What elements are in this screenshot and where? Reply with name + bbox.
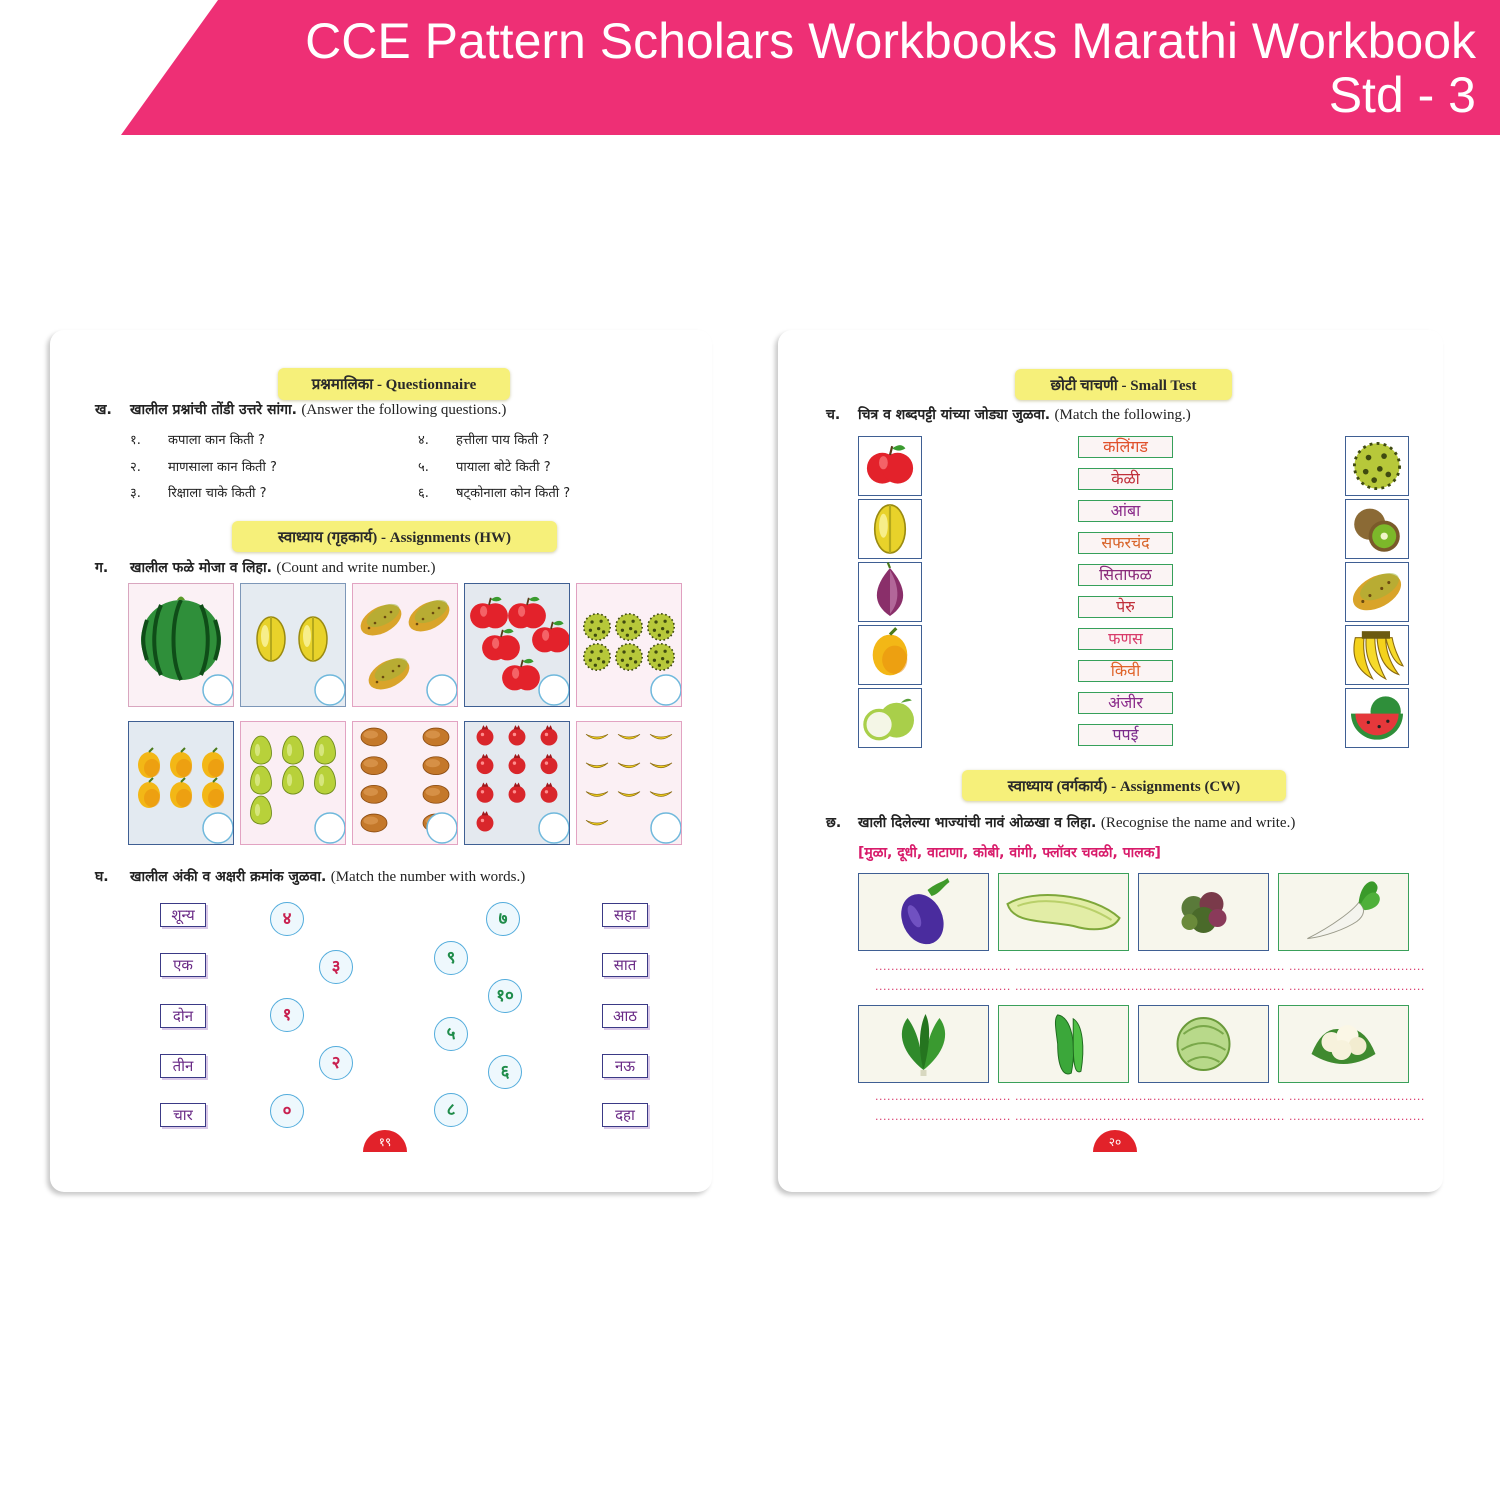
- instruction-english: (Match the following.): [1054, 407, 1191, 423]
- vegetable-picture: [858, 873, 989, 951]
- papaya-icon: [403, 594, 454, 638]
- classwork-banner: स्वाध्याय (वर्गकार्य) - Assignments (CW): [962, 770, 1286, 801]
- apple-icon: [502, 659, 540, 691]
- mango-icon: [873, 628, 908, 675]
- answer-line: ..................................: [1289, 1110, 1425, 1123]
- answer-line: ..................................: [1289, 980, 1425, 993]
- instruction-marathi: खालील अंकी व अक्षरी क्रमांक जुळवा.: [130, 869, 327, 885]
- kiwi-cut-icon: [1354, 509, 1400, 552]
- pomegranate-icon: [477, 811, 494, 831]
- numeral-circle: २: [319, 1046, 353, 1080]
- pomegranate-icon: [541, 754, 558, 774]
- mango-icon: [170, 748, 192, 778]
- banana-icon: [650, 734, 672, 739]
- apple-icon: [508, 597, 546, 629]
- guava-cut-icon: [865, 699, 914, 739]
- instruction-chha: [826, 813, 1426, 833]
- red-leafy-icon: [1182, 892, 1227, 933]
- number-word-box: दहा: [602, 1103, 648, 1127]
- match-picture-left: [858, 562, 922, 622]
- peas-icon: [1055, 1015, 1082, 1074]
- guava-icon: [251, 766, 272, 794]
- question-letter: छ.: [826, 815, 842, 831]
- custard-apple-icon: [648, 614, 674, 640]
- match-word: सिताफळ: [1078, 564, 1173, 586]
- instruction-gha: [95, 867, 695, 887]
- radish-icon: [1307, 881, 1379, 938]
- match-word: केळी: [1078, 468, 1173, 490]
- question-number: ५.: [418, 460, 429, 475]
- fruit-count-grid: [129, 584, 681, 844]
- vegetable-picture: [1138, 873, 1269, 951]
- fig-icon: [877, 563, 903, 616]
- answer-circle: [427, 675, 457, 705]
- pomegranate-icon: [509, 782, 526, 802]
- answer-line: ..................................: [1149, 1090, 1285, 1103]
- match-picture-left: [858, 688, 922, 748]
- banana-icon: [618, 792, 640, 797]
- banana-icon: [586, 763, 608, 768]
- question-number: १.: [130, 433, 141, 448]
- match-picture-right: [1345, 625, 1409, 685]
- bottle-gourd-icon: [1008, 895, 1120, 929]
- answer-circle: [651, 675, 681, 705]
- answer-circle: [203, 675, 233, 705]
- answer-line: ..................................: [1289, 1090, 1425, 1103]
- answer-circle: [315, 813, 345, 843]
- question-text: माणसाला कान किती ?: [168, 460, 277, 475]
- match-word: फणस: [1078, 628, 1173, 650]
- match-picture-left: [858, 436, 922, 496]
- custard-apple-icon: [584, 644, 610, 670]
- fruit-count-box: [129, 584, 233, 706]
- banana-icon: [618, 734, 640, 739]
- vegetable-picture: [1138, 1005, 1269, 1083]
- homework-banner: स्वाध्याय (गृहकार्य) - Assignments (HW): [232, 521, 557, 552]
- answer-line: ..................................: [1015, 960, 1151, 973]
- numeral-circle: ०: [270, 1094, 304, 1128]
- mango-icon: [170, 778, 192, 808]
- question-text: षट्कोनाला कोन किती ?: [456, 486, 571, 501]
- number-word-box: नऊ: [602, 1054, 648, 1078]
- banana-icon: [650, 763, 672, 768]
- answer-circle: [315, 675, 345, 705]
- guava-icon: [315, 766, 336, 794]
- chikoo-icon: [361, 757, 387, 775]
- instruction-marathi: खालील फळे मोजा व लिहा.: [130, 560, 272, 576]
- question-text: रिक्षाला चाके किती ?: [168, 486, 267, 501]
- fruit-count-box: [577, 584, 681, 706]
- number-word-box: चार: [160, 1103, 206, 1127]
- chikoo-icon: [361, 785, 387, 803]
- question-letter: च.: [826, 407, 841, 423]
- banana-icon: [586, 792, 608, 797]
- match-picture-right: [1345, 688, 1409, 748]
- guava-icon: [283, 736, 304, 764]
- workbook-page-left: [50, 330, 712, 1192]
- instruction-english: (Answer the following questions.): [301, 402, 507, 418]
- match-picture-right: [1345, 436, 1409, 496]
- instruction-cha: [826, 405, 1426, 425]
- papaya-icon: [1347, 566, 1407, 618]
- chikoo-icon: [423, 757, 449, 775]
- answer-line: ..................................: [875, 1090, 1011, 1103]
- brinjal-icon: [893, 878, 951, 951]
- star-fruit-icon: [875, 505, 906, 553]
- pomegranate-icon: [509, 725, 526, 745]
- numeral-circle: ४: [270, 902, 304, 936]
- match-picture-left: [858, 499, 922, 559]
- guava-icon: [283, 766, 304, 794]
- numeral-circle: ६: [488, 1055, 522, 1089]
- match-picture-left: [858, 625, 922, 685]
- answer-line: ..................................: [875, 1110, 1011, 1123]
- pomegranate-icon: [477, 725, 494, 745]
- numeral-circle: ३: [319, 950, 353, 984]
- number-word-box: सात: [602, 953, 648, 977]
- number-word-box: आठ: [602, 1004, 648, 1028]
- mango-icon: [202, 748, 224, 778]
- answer-circle: [203, 813, 233, 843]
- pomegranate-icon: [477, 754, 494, 774]
- question-text: हत्तीला पाय किती ?: [456, 433, 550, 448]
- match-word: पेरु: [1078, 596, 1173, 618]
- match-picture-right: [1345, 499, 1409, 559]
- apple-icon: [470, 597, 508, 629]
- answer-circle: [539, 813, 569, 843]
- question-letter: ख.: [95, 402, 112, 418]
- spinach-icon: [902, 1014, 945, 1076]
- apple-icon: [867, 445, 913, 484]
- banana-icon: [586, 734, 608, 739]
- answer-line: ..................................: [1289, 960, 1425, 973]
- vegetable-picture: [998, 873, 1129, 951]
- instruction-marathi: चित्र व शब्दपट्टी यांच्या जोड्या जुळवा.: [858, 407, 1051, 423]
- answer-line: ..................................: [875, 980, 1011, 993]
- vegetable-picture: [1278, 873, 1409, 951]
- numeral-circle: ७: [486, 902, 520, 936]
- page-number: १९: [363, 1130, 407, 1152]
- match-word: आंबा: [1078, 500, 1173, 522]
- question-number: ४.: [418, 433, 429, 448]
- pomegranate-icon: [541, 725, 558, 745]
- page-number: २०: [1093, 1130, 1137, 1152]
- page-title: [305, 14, 1476, 122]
- pomegranate-icon: [509, 754, 526, 774]
- banana-bunch-icon: [1354, 631, 1403, 679]
- title-line-1: CCE Pattern Scholars Workbooks Marathi Workbook: [305, 13, 1476, 69]
- mango-icon: [138, 748, 160, 778]
- instruction-ga: [95, 558, 695, 578]
- watermelon-slice-icon: [1351, 696, 1403, 739]
- guava-icon: [251, 736, 272, 764]
- numeral-circle: ९: [434, 941, 468, 975]
- match-word: कलिंगड: [1078, 436, 1173, 458]
- small-test-banner: छोटी चाचणी - Small Test: [1015, 369, 1232, 400]
- watermelon-icon: [141, 597, 221, 681]
- number-word-box: एक: [160, 953, 206, 977]
- chikoo-icon: [361, 814, 387, 832]
- custard-apple-icon: [1354, 443, 1399, 488]
- numeral-circle: ५: [434, 1017, 468, 1051]
- instruction-kha: [95, 400, 695, 420]
- fruit-count-box: [465, 722, 569, 844]
- chikoo-icon: [361, 728, 387, 746]
- title-line-2: Std - 3: [1328, 67, 1476, 123]
- vegetable-picture: [858, 1005, 989, 1083]
- instruction-english: (Recognise the name and write.): [1100, 815, 1296, 831]
- answer-line: ..................................: [875, 960, 1011, 973]
- question-number: ३.: [130, 486, 141, 501]
- match-word: सफरचंद: [1078, 532, 1173, 554]
- vegetable-picture: [1278, 1005, 1409, 1083]
- custard-apple-icon: [648, 644, 674, 670]
- custard-apple-icon: [584, 614, 610, 640]
- fruit-count-box: [129, 722, 233, 844]
- guava-icon: [315, 736, 336, 764]
- banana-icon: [586, 820, 608, 825]
- answer-line: ..................................: [1015, 1110, 1151, 1123]
- instruction-marathi: खाली दिलेल्या भाज्यांची नावं ओळखा व लिहा.: [858, 815, 1097, 831]
- chikoo-icon: [423, 785, 449, 803]
- question-letter: ग.: [95, 560, 109, 576]
- number-word-box: सहा: [602, 903, 648, 927]
- pomegranate-icon: [477, 782, 494, 802]
- answer-circle: [427, 813, 457, 843]
- fruit-count-box: [353, 722, 457, 844]
- fruit-count-box: [353, 584, 457, 706]
- answer-line: ..................................: [1015, 980, 1151, 993]
- question-text: पायाला बोटे किती ?: [456, 460, 551, 475]
- papaya-icon: [355, 598, 406, 642]
- custard-apple-icon: [616, 644, 642, 670]
- number-word-box: तीन: [160, 1054, 206, 1078]
- custard-apple-icon: [616, 614, 642, 640]
- match-word: किवी: [1078, 660, 1173, 682]
- chikoo-icon: [423, 728, 449, 746]
- star-fruit-icon: [257, 617, 285, 661]
- answer-circle: [539, 675, 569, 705]
- mango-icon: [138, 778, 160, 808]
- answer-circle: [651, 813, 681, 843]
- instruction-english: (Match the number with words.): [330, 869, 526, 885]
- numeral-circle: १: [270, 998, 304, 1032]
- mango-icon: [202, 778, 224, 808]
- fruit-count-box: [241, 584, 345, 706]
- match-picture-right: [1345, 562, 1409, 622]
- vegetable-options: [मुळा, दूधी, वाटाणा, कोबी, वांगी, फ्लॉवर चवळी, पालक]: [858, 845, 1161, 861]
- workbook-page-right: [778, 330, 1443, 1192]
- answer-line: ..................................: [1149, 960, 1285, 973]
- match-word: पपई: [1078, 724, 1173, 746]
- papaya-icon: [363, 652, 414, 696]
- questionnaire-banner: प्रश्नमालिका - Questionnaire: [278, 368, 510, 400]
- fruit-count-box: [465, 584, 569, 706]
- question-text: कपाला कान किती ?: [168, 433, 265, 448]
- fruit-count-box: [577, 722, 681, 844]
- banana-icon: [650, 792, 672, 797]
- question-letter: घ.: [95, 869, 109, 885]
- question-number: २.: [130, 460, 141, 475]
- numeral-circle: १०: [488, 979, 522, 1013]
- instruction-marathi: खालील प्रश्नांची तोंडी उत्तरे सांगा.: [130, 402, 297, 418]
- answer-line: ..................................: [1015, 1090, 1151, 1103]
- apple-icon: [482, 629, 520, 661]
- number-word-box: दोन: [160, 1004, 206, 1028]
- question-number: ६.: [418, 486, 429, 501]
- match-word: अंजीर: [1078, 692, 1173, 714]
- cabbage-icon: [1178, 1018, 1230, 1070]
- vegetable-picture: [998, 1005, 1129, 1083]
- fruit-count-box: [241, 722, 345, 844]
- cauliflower-icon: [1312, 1025, 1376, 1064]
- banana-icon: [618, 763, 640, 768]
- answer-line: ..................................: [1149, 1110, 1285, 1123]
- number-word-box: शून्य: [160, 903, 206, 927]
- answer-line: ..................................: [1149, 980, 1285, 993]
- instruction-english: (Count and write number.): [276, 560, 436, 576]
- guava-icon: [251, 796, 272, 824]
- numeral-circle: ८: [434, 1093, 468, 1127]
- star-fruit-icon: [299, 617, 327, 661]
- pomegranate-icon: [541, 782, 558, 802]
